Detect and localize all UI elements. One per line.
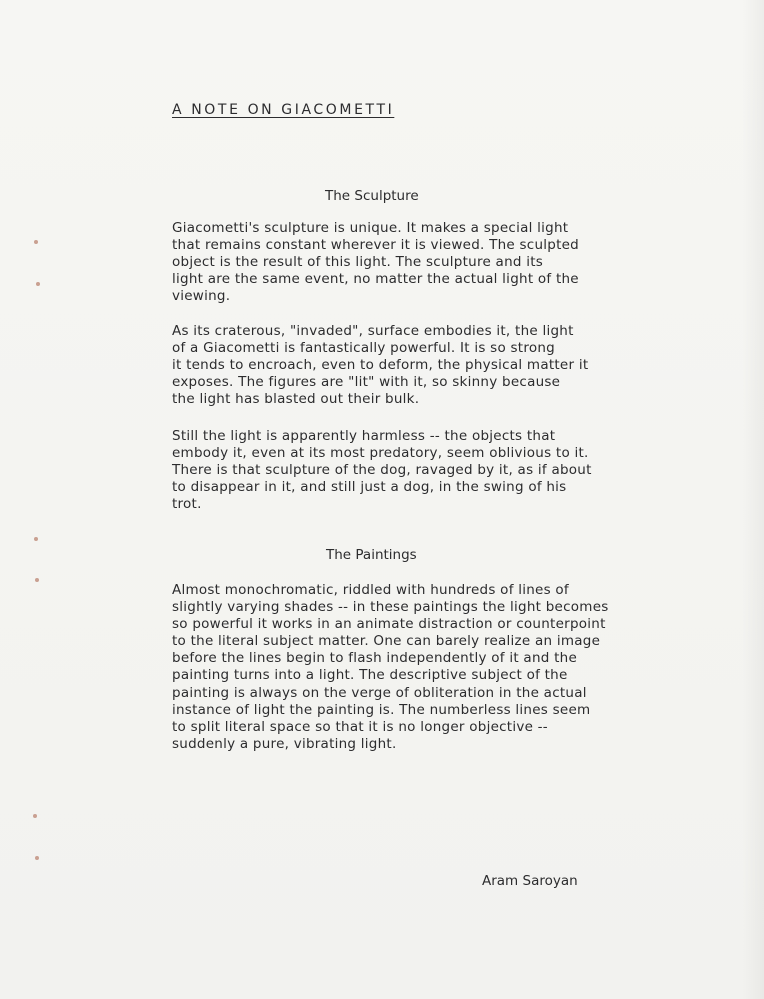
text-line: instance of light the painting is. The numberless lines seem bbox=[172, 701, 591, 718]
text-line: There is that sculpture of the dog, ravaged by it, as if about bbox=[172, 462, 592, 479]
text-line: slightly varying shades -- in these paintings the light becomes bbox=[172, 599, 609, 616]
text-line: suddenly a pure, vibrating light. bbox=[172, 735, 397, 752]
text-line: painting turns into a light. The descriptive subject of the bbox=[172, 667, 568, 684]
text-line: of a Giacometti is fantastically powerful. It is so strong bbox=[172, 340, 555, 357]
paragraph-paintings-1 bbox=[172, 582, 652, 753]
text-line: painting is always on the verge of obliteration in the actual bbox=[172, 684, 587, 701]
punch-mark bbox=[35, 578, 39, 582]
text-line: that remains constant wherever it is viewed. The sculpted bbox=[172, 237, 580, 254]
text-line: Giacometti's sculpture is unique. It makes a special light bbox=[172, 220, 569, 236]
text-line: trot. bbox=[172, 496, 202, 513]
text-line: it tends to encroach, even to deform, the physical matter it bbox=[172, 357, 589, 374]
section-heading-paintings: The Paintings bbox=[326, 547, 417, 563]
punch-mark bbox=[33, 814, 37, 818]
text-line: object is the result of this light. The sculpture and its bbox=[172, 254, 544, 271]
punch-mark bbox=[34, 240, 38, 244]
text-line: before the lines begin to flash independently of it and the bbox=[172, 650, 578, 667]
text-line: As its craterous, "invaded", surface embodies it, the light bbox=[172, 323, 574, 339]
paragraph-sculpture-2 bbox=[172, 323, 652, 408]
text-line: light are the same event, no matter the actual light of the bbox=[172, 271, 579, 288]
text-line: to split literal space so that it is no longer objective -- bbox=[172, 718, 548, 735]
section-heading-sculpture: The Sculpture bbox=[325, 188, 419, 204]
text-line: the light has blasted out their bulk. bbox=[172, 391, 420, 408]
text-line: exposes. The figures are "lit" with it, so skinny because bbox=[172, 374, 561, 391]
text-line: so powerful it works in an animate distraction or counterpoint bbox=[172, 616, 606, 633]
paragraph-sculpture-1 bbox=[172, 220, 652, 305]
page-edge-shadow bbox=[742, 0, 764, 999]
author-signature: Aram Saroyan bbox=[482, 873, 578, 889]
text-line: Almost monochromatic, riddled with hundreds of lines of bbox=[172, 582, 569, 598]
text-line: embody it, even at its most predatory, seem oblivious to it. bbox=[172, 445, 589, 462]
paragraph-sculpture-3 bbox=[172, 428, 652, 513]
punch-mark bbox=[35, 856, 39, 860]
punch-mark bbox=[34, 537, 38, 541]
text-line: Still the light is apparently harmless -- the objects that bbox=[172, 428, 556, 444]
text-line: to the literal subject matter. One can barely realize an image bbox=[172, 633, 601, 650]
text-line: to disappear in it, and still just a dog, in the swing of his bbox=[172, 479, 567, 496]
punch-mark bbox=[36, 282, 40, 286]
page-title: A NOTE ON GIACOMETTI bbox=[172, 102, 395, 118]
text-line: viewing. bbox=[172, 288, 231, 305]
